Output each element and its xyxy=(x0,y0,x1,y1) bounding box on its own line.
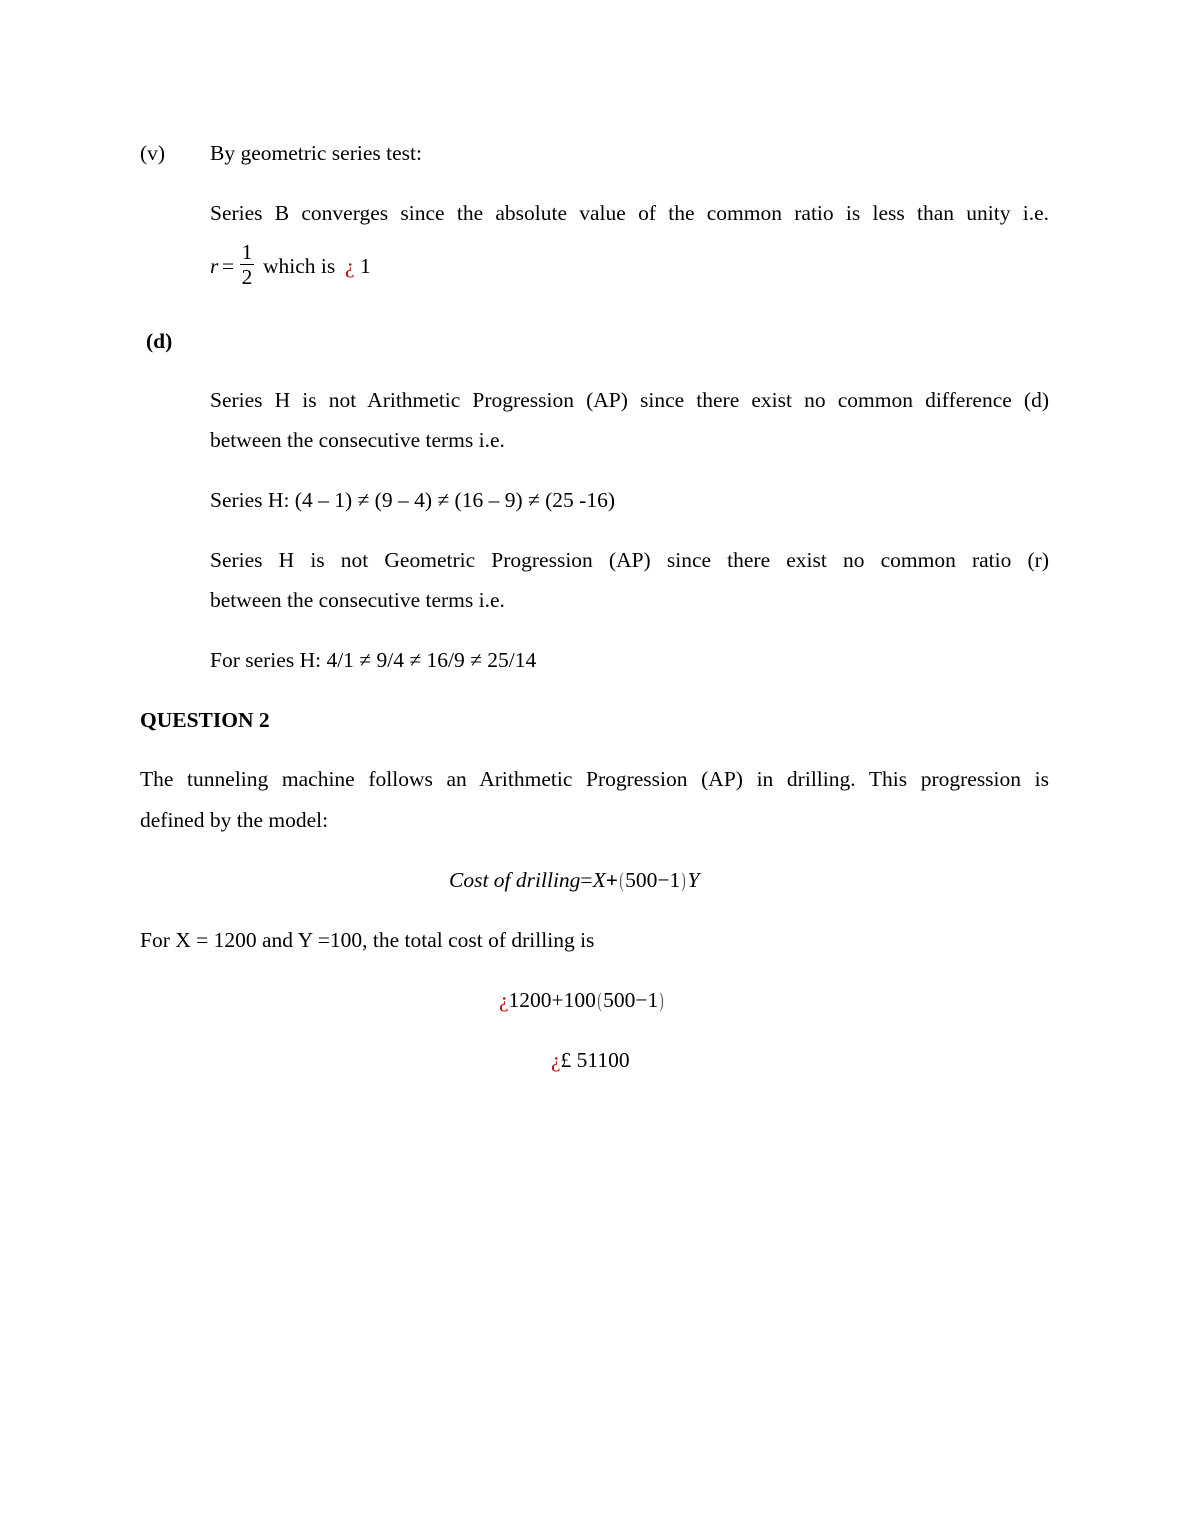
calc-close-paren: ) xyxy=(659,988,664,1012)
ratio-tail-text: which is xyxy=(263,254,336,278)
model-plus: + xyxy=(605,868,618,892)
model-y: Y xyxy=(687,868,700,892)
result-value: £ 51100 xyxy=(560,1048,630,1072)
inverted-question-glyph: ¿ xyxy=(551,1048,561,1072)
calc-inner: 500−1 xyxy=(603,988,659,1012)
not-ap-statement-line2: between the consecutive terms i.e. xyxy=(210,428,505,452)
ratio-limit-value: 1 xyxy=(360,254,371,278)
not-gp-statement-line1: Series H is not Geometric Progression (AP) since there exist no common ratio (r) xyxy=(210,548,1049,572)
fraction-numerator: 1 xyxy=(241,240,253,264)
item-label-d: (d) xyxy=(146,329,173,353)
not-gp-statement-line2: between the consecutive terms i.e. xyxy=(210,588,505,612)
item-label-v: (v) xyxy=(140,141,166,165)
not-ap-statement-line1: Series H is not Arithmetic Progression (AP) since there exist no common difference (d) xyxy=(210,388,1049,412)
series-h-differences: Series H: (4 – 1) ≠ (9 – 4) ≠ (16 – 9) ≠ (25 -16) xyxy=(210,488,616,512)
model-x: X xyxy=(592,868,606,892)
calc-expression: 1200+100 xyxy=(508,988,596,1012)
series-h-ratios: For series H: 4/1 ≠ 9/4 ≠ 16/9 ≠ 25/14 xyxy=(210,648,537,672)
fraction-denominator: 2 xyxy=(241,265,253,289)
section-v-heading: By geometric series test: xyxy=(210,141,422,165)
ratio-equals: = xyxy=(222,254,235,278)
inverted-question-glyph: ¿ xyxy=(499,988,509,1012)
question-2-intro-line1: The tunneling machine follows an Arithmetic Progression (AP) in drilling. This progression is xyxy=(140,767,1049,791)
given-values-statement: For X = 1200 and Y =100, the total cost of drilling is xyxy=(140,928,595,952)
model-lhs: Cost of drilling xyxy=(449,868,581,892)
ratio-variable: r xyxy=(210,254,219,278)
model-equals: = xyxy=(580,868,593,892)
ratio-fraction xyxy=(239,241,255,288)
model-open-paren: ( xyxy=(619,868,624,892)
cost-calculation xyxy=(499,988,665,1013)
inverted-question-glyph: ¿ xyxy=(345,254,355,278)
calc-open-paren: ( xyxy=(597,988,602,1012)
model-inner: 500−1 xyxy=(625,868,681,892)
model-close-paren: ) xyxy=(681,868,687,892)
cost-model-equation xyxy=(449,868,699,893)
series-b-statement: Series B converges since the absolute value of the common ratio is less than unity i.e. xyxy=(210,201,1049,225)
question-2-heading: QUESTION 2 xyxy=(140,708,270,732)
question-2-intro-line2: defined by the model: xyxy=(140,808,329,832)
cost-result xyxy=(551,1048,630,1073)
